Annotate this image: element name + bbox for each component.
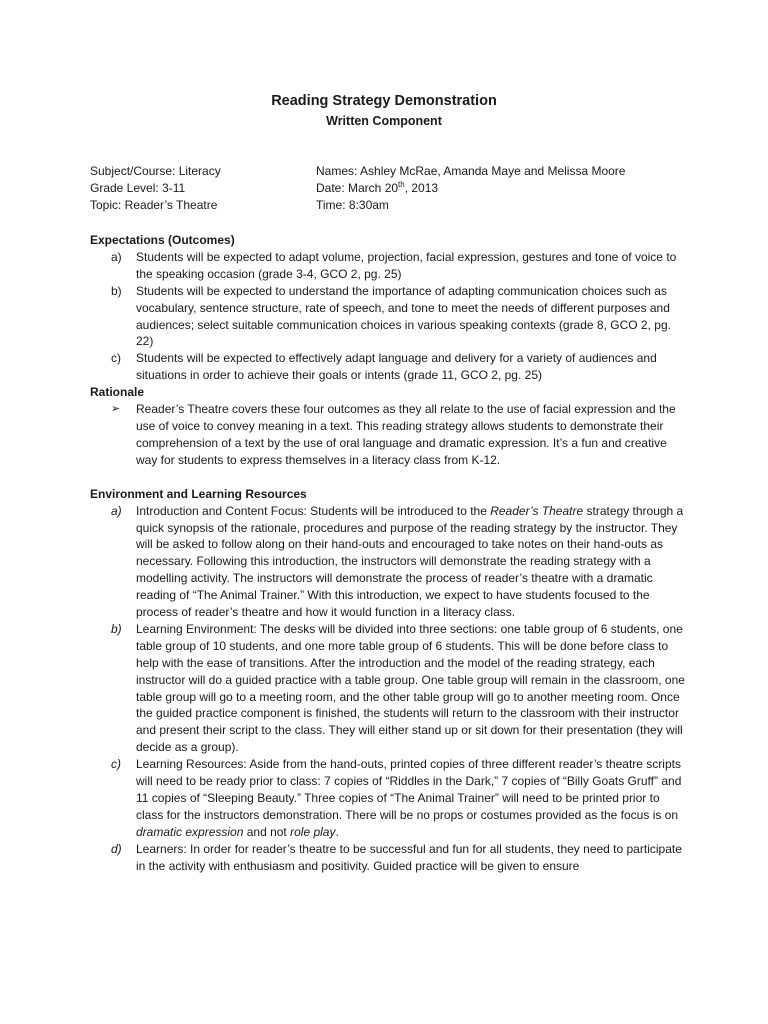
document-body [90, 232, 690, 875]
list-item [90, 401, 690, 469]
expectations-list [90, 249, 690, 384]
arrow-bullet-icon: ➢ [111, 403, 121, 416]
time-line: Time: 8:30am [316, 198, 389, 212]
info-left-column [90, 163, 221, 214]
list-marker: c) [111, 351, 121, 366]
subject-line: Subject/Course: Literacy [90, 164, 221, 178]
rationale-heading: Rationale [90, 385, 145, 400]
emphasis-text: dramatic expression [136, 824, 244, 839]
topic-line: Topic: Reader’s Theatre [90, 198, 218, 212]
list-item [90, 249, 690, 283]
list-item [90, 503, 690, 621]
date-suffix: , 2013 [404, 181, 439, 195]
names-line: Names: Ashley McRae, Amanda Maye and Melissa Moore [316, 164, 626, 178]
date-prefix: Date: March 20 [316, 181, 399, 195]
list-item [90, 756, 690, 841]
list-marker: b) [111, 621, 122, 636]
list-item-text-pre: Learning Resources: Aside from the hand-outs, printed copies of three different reader’s theatre scripts will need to be ready prior to class: 7 copies of “Riddles in the Dark,” 7 copies of “Billy Goats Gruff” and 11 copies of “Sleeping Beauty.” Three copies of “The Animal Trainer” will need to be printed prior to class for the instructors demonstration. There will be no props or costumes provided as the focus is on [136, 757, 682, 822]
environment-heading: Environment and Learning Resources [90, 486, 307, 501]
date-line [316, 180, 625, 197]
list-item-text-post: . [335, 824, 339, 839]
list-marker: c) [111, 757, 121, 772]
expectations-heading: Expectations (Outcomes) [90, 233, 235, 247]
grade-line: Grade Level: 3-11 [90, 181, 186, 195]
document-subtitle: Written Component [326, 114, 442, 128]
list-marker: a) [111, 249, 122, 264]
list-item-text: Students will be expected to adapt volume, projection, facial expression, gestures and tone of voice to the speaking occasion (grade 3-4, GCO 2, pg. 25) [136, 249, 677, 281]
list-item-text: Students will be expected to effectively adapt language and delivery for a variety of audiences and situations in order to achieve their goals or intents (grade 11, GCO 2, pg. 25) [136, 351, 657, 383]
list-item [90, 621, 690, 756]
list-item-text-pre: Introduction and Content Focus: Students will be introduced to the [136, 503, 491, 518]
emphasis-text: role play [290, 824, 336, 839]
section-spacer [90, 469, 690, 486]
list-item [90, 841, 690, 875]
list-item [90, 350, 690, 384]
list-item-text: Learning Environment: The desks will be divided into three sections: one table group of 6 students, one table group of 10 students, and one more table group of 6 students. This will be done before class to help with the ease of transitions. After the introduction and the model of the reading strategy, each instructor will do a guided practice with a table group. One table group will remain in the classroom, one table group will go to a meeting room, and the other table group will go to another meeting room. Once the guided practice component is finished, the students will return to the classroom with their instructor and present their script to the class. They will either stand up or sit down for their presentation (they will decide as a group). [136, 621, 685, 755]
list-marker: b) [111, 283, 122, 298]
list-item-text-post: strategy through a quick synopsis of the rationale, procedures and purpose of the reading strategy by the instructor. They will be asked to follow along on their hand-outs and encouraged to take notes on their hand-outs as necessary. Following this introduction, the instructors will demonstrate the reading strategy with a modelling activity. The instructors will demonstrate the process of reader’s theatre with a dramatic reading of “The Animal Trainer.” With this introduction, we expect to have students focused to the process of reader’s theatre and how it would function in a literacy class. [136, 503, 684, 620]
environment-list [90, 503, 690, 875]
list-item-text: Learners: In order for reader’s theatre to be successful and fun for all students, they need to participate in the activity with enthusiasm and positivity. Guided practice will be given to ensure [136, 841, 682, 873]
emphasis-text: Reader’s Theatre [490, 503, 584, 518]
list-marker: d) [111, 841, 122, 856]
rationale-text: Reader’s Theatre covers these four outcomes as they all relate to the use of facial expression and the use of voice to convey meaning in a text. This reading strategy allows students to demonstrate their comprehension of a text by the use of oral language and dramatic expression. It’s a fun and creative way for students to express themselves in a literacy class from K-12. [136, 402, 676, 467]
document-title: Reading Strategy Demonstration [271, 93, 497, 109]
date-superscript: th [398, 180, 405, 189]
list-item-text: Students will be expected to understand the importance of adapting communication choices such as vocabulary, sentence structure, rate of speech, and tone to meet the needs of different purposes and audiences; select suitable communication choices in various speaking contexts (grade 8, GCO 2, pg. 22) [136, 283, 671, 349]
info-right-column [316, 163, 625, 214]
list-item [90, 283, 690, 351]
list-marker: a) [111, 503, 122, 518]
rationale-list [90, 401, 690, 469]
list-item-text-mid: and not [243, 824, 291, 839]
